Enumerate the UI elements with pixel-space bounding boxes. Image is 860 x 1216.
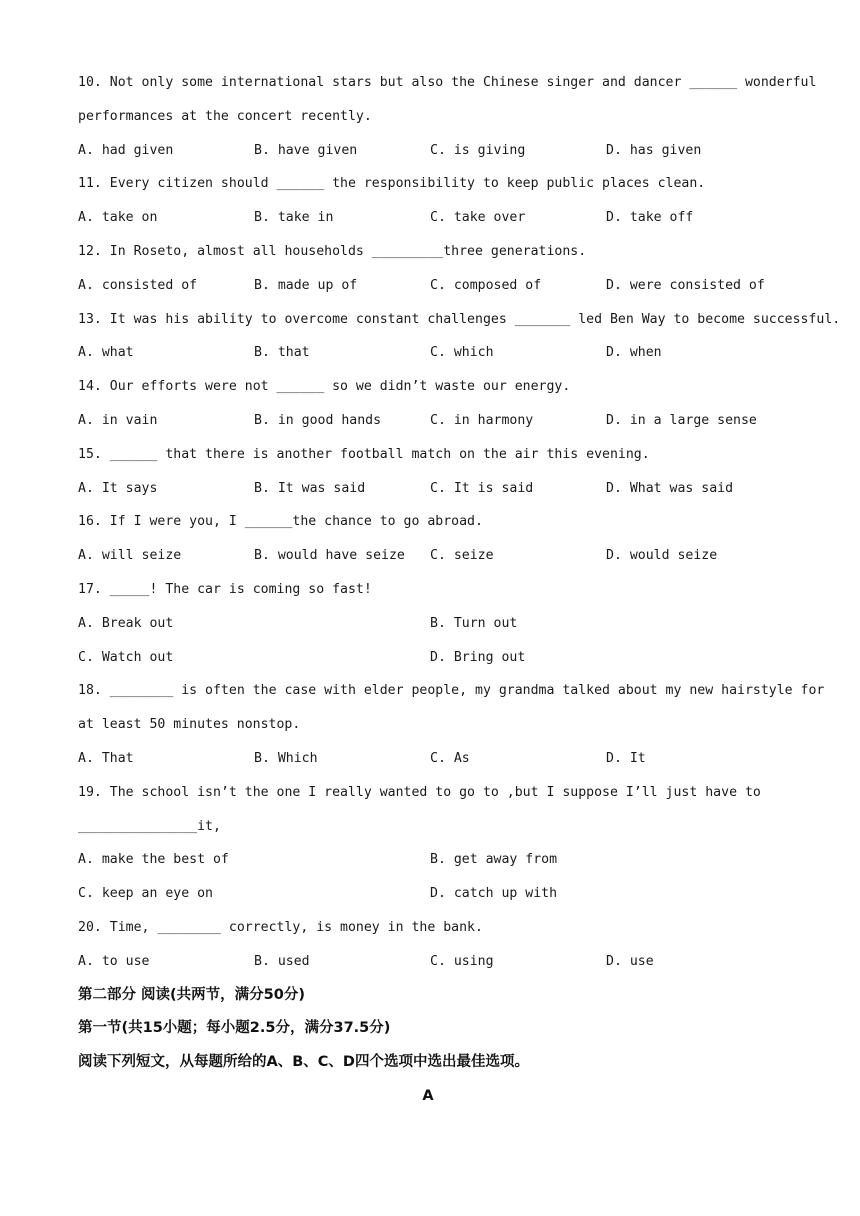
answer-option[interactable]: C. seize [430,548,494,564]
answer-option[interactable]: B. Turn out [430,615,518,631]
answer-options [78,843,798,877]
question-text: _____! The car is coming so fast! [109,581,372,597]
answer-option[interactable]: C. keep an eye on [78,886,213,902]
passage-label: A [422,1087,434,1104]
answer-option[interactable]: C. is giving [430,142,526,158]
answer-option[interactable]: C. It is said [430,480,534,496]
answer-option[interactable]: D. when [606,345,662,361]
question-number: 13. [78,311,102,327]
question-number: 20. [78,919,102,935]
question-block [78,438,798,506]
answer-option[interactable]: A. will seize [78,548,182,564]
answer-option[interactable]: D. has given [606,142,702,158]
answer-option[interactable]: C. in harmony [430,412,534,428]
question-text: Time, ________ correctly, is money in the bank. [109,919,483,935]
answer-option[interactable]: A. That [78,750,134,766]
answer-options [78,607,798,641]
question-stem [78,303,841,337]
answer-option[interactable]: A. what [78,345,134,361]
answer-options [78,641,798,675]
question-text: If I were you, I ______the chance to go abroad. [109,514,483,530]
question-block [78,911,798,979]
question-text: Not only some international stars but also the Chinese singer and dancer ______ wonderful [109,75,817,90]
question-block [78,66,817,167]
question-number: 19. [78,784,102,800]
question-text: The school isn’t the one I really wanted to go to ,but I suppose I’ll just have to [109,784,761,800]
answer-option[interactable]: C. take over [430,210,526,226]
answer-options [78,877,798,911]
answer-option[interactable]: B. get away from [430,852,558,868]
question-text: Our efforts were not ______ so we didn’t waste our energy. [109,379,571,395]
answer-option[interactable]: A. in vain [78,412,158,428]
question-block [78,505,798,573]
answer-options [78,539,798,573]
answer-option[interactable]: C. composed of [430,277,542,293]
part-title: 第二部分 阅读(共两节，满分50分) [78,986,305,1003]
question-stem [78,438,798,472]
question-stem [78,66,817,100]
question-block [78,370,798,438]
question-text: at least 50 minutes nonstop. [78,717,301,733]
answer-options [78,269,798,303]
question-block [78,573,798,674]
question-stem-continued [78,100,798,134]
question-stem [78,167,798,201]
question-stem [78,776,798,810]
answer-option[interactable]: C. using [430,953,494,969]
answer-options [78,201,798,235]
question-stem [78,505,798,539]
answer-option[interactable]: D. use [606,953,654,969]
answer-option[interactable]: B. It was said [254,480,366,496]
answer-option[interactable]: A. to use [78,953,150,969]
question-number: 18. [78,683,102,699]
question-text: In Roseto, almost all households _________three generations. [109,243,587,259]
question-stem-continued [78,708,798,742]
answer-option[interactable]: A. It says [78,480,158,496]
answer-options [78,336,798,370]
question-list [78,66,841,979]
answer-option[interactable]: B. that [254,345,310,361]
answer-option[interactable]: D. It [606,750,646,766]
question-number: 12. [78,243,102,259]
answer-option[interactable]: C. which [430,345,494,361]
exam-page [78,66,841,1114]
answer-option[interactable]: B. would have seize [254,548,405,564]
question-block [78,776,798,911]
answer-options [78,742,798,776]
answer-option[interactable]: A. Break out [78,615,174,631]
question-stem [78,573,798,607]
question-number: 15. [78,446,102,462]
answer-options [78,945,798,979]
question-block [78,235,798,303]
answer-option[interactable]: A. make the best of [78,852,229,868]
instruction-text: 阅读下列短文，从每题所给的A、B、C、D四个选项中选出最佳选项。 [78,1054,529,1071]
answer-option[interactable]: A. consisted of [78,277,198,293]
answer-option[interactable]: D. Bring out [430,649,526,665]
question-text: Every citizen should ______ the responsibility to keep public places clean. [109,176,706,192]
question-number: 16. [78,514,102,530]
question-stem [78,674,825,708]
question-stem [78,235,798,269]
answer-options [78,404,798,438]
question-stem [78,370,798,404]
question-text: performances at the concert recently. [78,108,372,124]
answer-option[interactable]: B. used [254,953,310,969]
answer-option[interactable]: C. Watch out [78,649,174,665]
question-stem-continued [78,810,798,844]
question-text: ________ is often the case with elder people, my grandma talked about my new hairstyle for [109,683,825,699]
answer-option[interactable]: D. What was said [606,480,734,496]
answer-option[interactable]: B. Which [254,750,318,766]
question-block [78,167,798,235]
answer-option[interactable]: B. in good hands [254,412,382,428]
answer-option[interactable]: D. catch up with [430,886,558,902]
answer-option[interactable]: A. take on [78,210,158,226]
question-number: 14. [78,379,102,395]
question-text: _______________it, [78,818,221,834]
subsection-title: 第一节(共15小题；每小题2.5分，满分37.5分) [78,1020,391,1037]
question-number: 17. [78,581,102,597]
answer-option[interactable]: D. take off [606,210,694,226]
answer-option[interactable]: D. would seize [606,548,718,564]
question-block [78,674,825,775]
answer-option[interactable]: A. had given [78,142,174,158]
question-text: It was his ability to overcome constant challenges _______ led Ben Way to become successful. [109,311,841,327]
answer-option[interactable]: C. As [430,750,470,766]
answer-option[interactable]: D. in a large sense [606,412,757,428]
answer-options [78,472,798,506]
answer-option[interactable]: B. made up of [254,277,358,293]
question-number: 11. [78,176,102,192]
question-block [78,303,841,371]
question-number: 10. [78,75,102,90]
answer-options [78,134,798,168]
answer-option[interactable]: D. were consisted of [606,277,765,293]
question-text: ______ that there is another football match on the air this evening. [109,446,650,462]
answer-option[interactable]: B. have given [254,142,358,158]
answer-option[interactable]: B. take in [254,210,334,226]
question-stem [78,911,798,945]
